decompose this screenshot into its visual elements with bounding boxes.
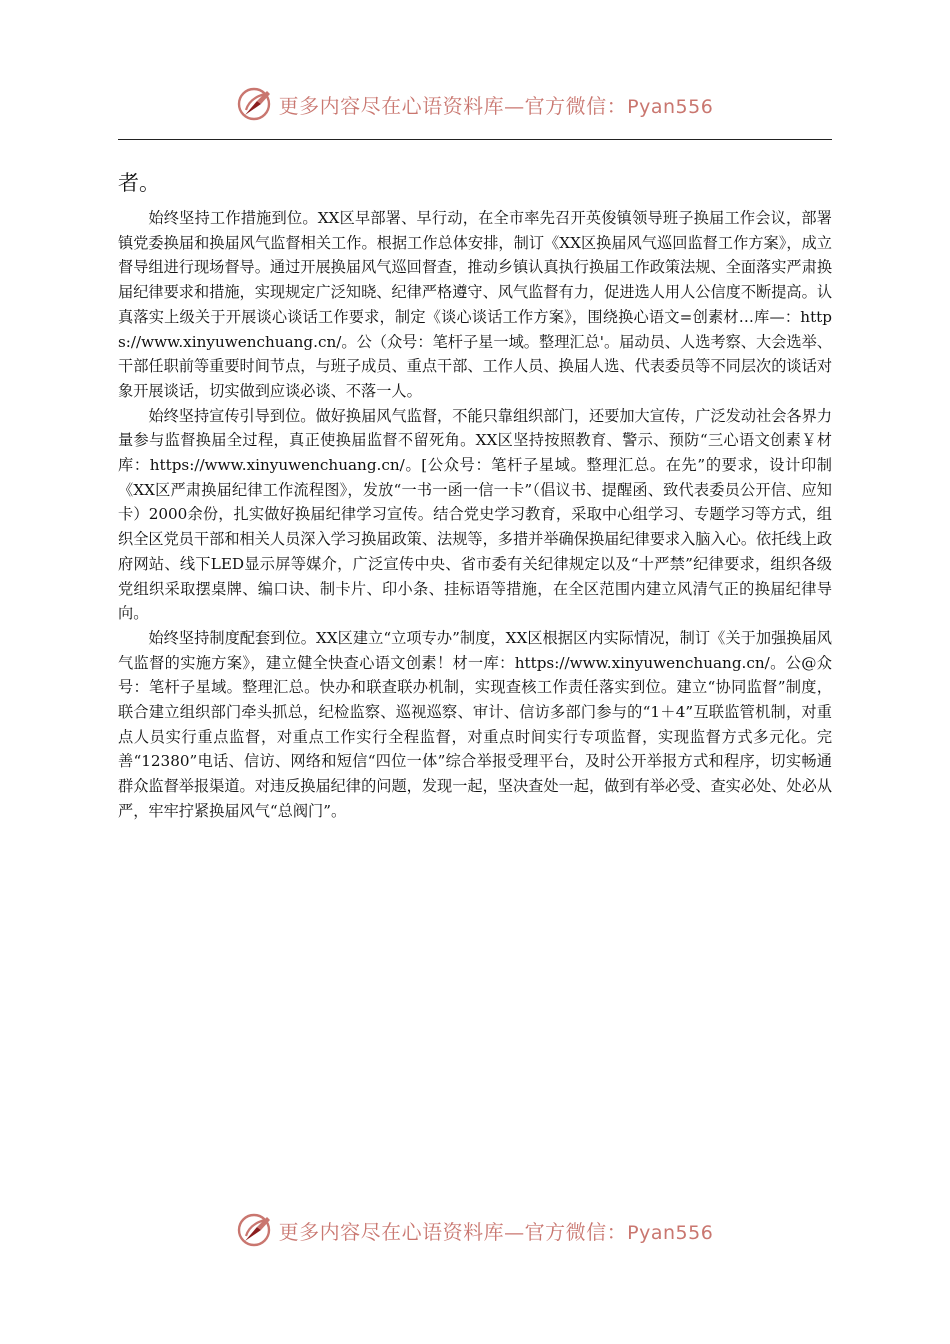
footer-banner bbox=[0, 1208, 950, 1252]
paragraph-system: 始终坚持制度配套到位。XX区建立“立项专办”制度，XX区根据区内实际情况，制订《关于加强换届风气监督的实施方案》，建立健全快查心语文创素！材一库：https://www.xinyuwenchuang.cn/。公@众号：笔杆子星域。整理汇总。快办和联查联办机制，实现查核工作责任落实到位。建立“协同监督”制度，联合建立组织部门牵头抓总，纪检监察、巡视巡察、审计、信访多部门参与的“1＋4”互联监管机制，对重点人员实行重点监督，对重点工作实行全程监督，对重点时间实行专项监督，实现监督方式多元化。完善“12380”电话、信访、网络和短信“四位一体”综合举报受理平台，及时公开举报方式和程序，切实畅通群众监督举报渠道。对违反换届纪律的问题，发现一起，坚决查处一起，做到有举必受、查实必处、处必从严，牢牢拧紧换届风气“总阀门”。 bbox=[118, 628, 832, 820]
pen-logo-icon bbox=[237, 1212, 273, 1248]
header-banner-account: Pyan556 bbox=[627, 95, 714, 118]
header-banner-text bbox=[279, 90, 714, 119]
continued-text: 者。 bbox=[118, 171, 160, 195]
footer-banner-label: 更多内容尽在心语资料库—官方微信： bbox=[278, 1219, 628, 1244]
document-body bbox=[118, 168, 832, 824]
header-divider bbox=[118, 139, 832, 140]
header-banner bbox=[0, 82, 950, 126]
header-banner-label: 更多内容尽在心语资料库—官方微信： bbox=[278, 93, 628, 118]
paragraph-publicity: 始终坚持宣传引导到位。做好换届风气监督，不能只靠组织部门，还要加大宣传，广泛发动社会各界力量参与监督换届全过程，真正使换届监督不留死角。XX区坚持按照教育、警示、预防“三心语文创素￥材库：https://www.xinyuwenchuang.cn/。[公众号：笔杆子星域。整理汇总。在先”的要求，设计印制《XX区严肃换届纪律工作流程图》，发放“一书一函一信一卡”（倡议书、提醒函、致代表委员公开信、应知卡）2000余份，扎实做好换届纪律学习宣传。结合党史学习教育，采取中心组学习、专题学习等方式，组织全区党员干部和相关人员深入学习换届政策、法规等，多措并举确保换届纪律要求入脑入心。依托线上政府网站、线下LED显示屏等媒介，广泛宣传中央、省市委有关纪律规定以及“十严禁”纪律要求，组织各级党组织采取摆桌牌、编口诀、制卡片、印小条、挂标语等措施，在全区范围内建立风清气正的换届纪律导向。 bbox=[118, 406, 832, 623]
pen-logo-icon bbox=[237, 86, 273, 122]
footer-banner-text bbox=[279, 1216, 714, 1245]
paragraph-work-measures: 始终坚持工作措施到位。XX区早部署、早行动，在全市率先召开英俊镇领导班子换届工作会议，部署镇党委换届和换届风气监督相关工作。根据工作总体安排，制订《XX区换届风气巡回监督工作方案》，成立督导组进行现场督导。通过开展换届风气巡回督查，推动乡镇认真执行换届工作政策法规、全面落实严肃换届纪律要求和措施，实现规定广泛知晓、纪律严格遵守、风气监督有力，促进选人用人公信度不断提高。认真落实上级关于开展谈心谈话工作要求，制定《谈心谈话工作方案》，围绕换心语文=创素材…库—：https://www.xinyuwenchuang.cn/。公（众号：笔杆子星一域。整理汇总'。届动员、人选考察、大会选举、干部任职前等重要时间节点，与班子成员、重点干部、工作人员、换届人选、代表委员等不同层次的谈话对象开展谈话，切实做到应谈必谈、不落一人。 bbox=[118, 209, 832, 400]
footer-banner-account: Pyan556 bbox=[627, 1221, 714, 1244]
